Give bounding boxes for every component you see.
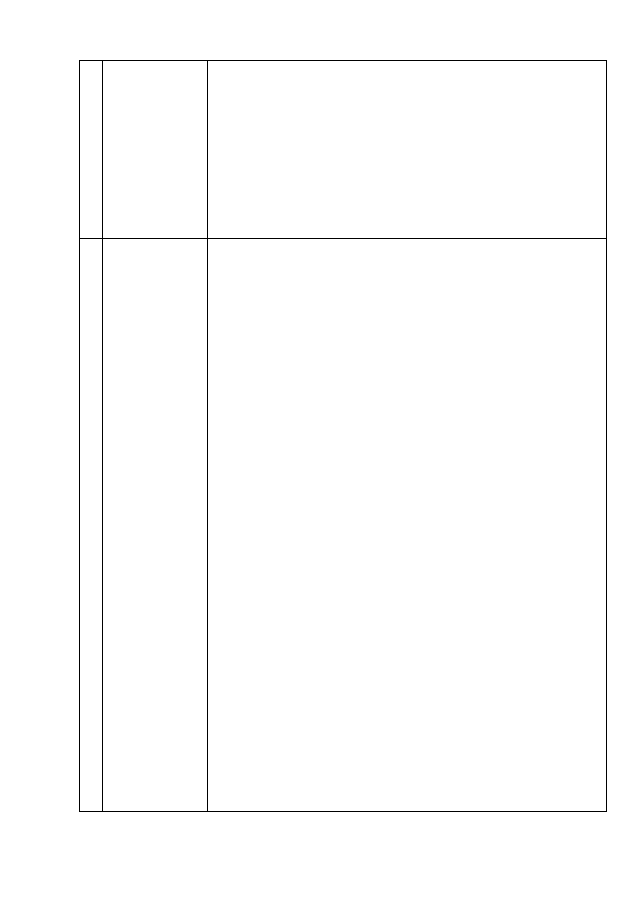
column-divider-name	[207, 61, 208, 811]
column-divider-number	[102, 61, 103, 811]
document-table	[79, 60, 607, 812]
row-separator	[80, 238, 606, 239]
